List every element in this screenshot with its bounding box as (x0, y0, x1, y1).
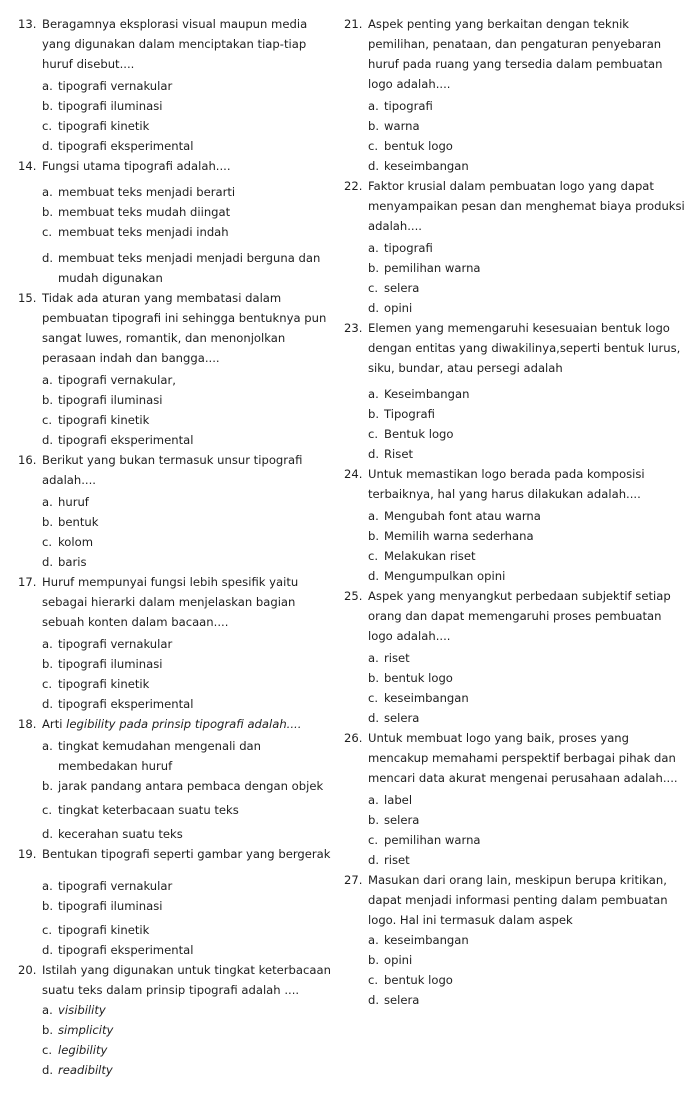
option-letter: b. (368, 813, 380, 827)
question-23 (344, 318, 689, 464)
option-text: tipografi vernakular, (58, 373, 176, 387)
question-stem: Beragamnya eksplorasi visual maupun media yang digunakan dalam menciptakan tiap-tiap huruf disebut.... (42, 17, 308, 71)
question-number: 13. (18, 17, 37, 31)
question-17 (18, 572, 333, 714)
option-letter: d. (368, 447, 380, 461)
option-letter: c. (368, 973, 379, 987)
option-letter: a. (42, 739, 53, 753)
answer-option (368, 238, 689, 258)
question-stem: Bentukan tipografi seperti gambar yang bergerak (42, 847, 331, 861)
option-text: Memilih warna sederhana (384, 529, 534, 543)
option-text: tipografi eksperimental (58, 433, 194, 447)
answer-option (368, 648, 689, 668)
answer-option (42, 920, 333, 940)
question-number: 21. (344, 17, 363, 31)
question-stem: Aspek penting yang berkaitan dengan teknik pemilihan, penataan, dan pengaturan penyebaran huruf pada ruang yang tersedia dalam pembuatan logo adalah.... (368, 17, 663, 91)
answer-option (368, 546, 689, 566)
answer-option (368, 526, 689, 546)
option-letter: c. (368, 549, 379, 563)
option-list (344, 930, 689, 1010)
option-text: membuat teks mudah diingat (58, 205, 231, 219)
option-text: tipografi (384, 99, 433, 113)
option-text: Tipografi (384, 407, 435, 421)
option-letter: b. (42, 205, 54, 219)
option-letter: d. (42, 555, 54, 569)
option-letter: a. (368, 933, 379, 947)
option-text: pemilihan warna (384, 833, 481, 847)
option-letter: c. (42, 803, 53, 817)
answer-option (368, 156, 689, 176)
answer-option (42, 512, 333, 532)
option-text: tipografi kinetik (58, 119, 150, 133)
option-text: tipografi kinetik (58, 677, 150, 691)
question-15 (18, 288, 333, 450)
answer-option (42, 430, 333, 450)
answer-option (42, 876, 333, 896)
question-stem (18, 714, 333, 734)
answer-option (368, 404, 689, 424)
answer-option (42, 1040, 333, 1060)
option-text: tipografi eksperimental (58, 697, 194, 711)
answer-option (42, 1060, 333, 1080)
option-text: simplicity (58, 1023, 114, 1037)
question-stem-prefix: Arti (42, 717, 67, 731)
question-number: 22. (344, 179, 363, 193)
option-letter: b. (42, 657, 54, 671)
option-letter: b. (368, 119, 380, 133)
question-stem: Huruf mempunyai fungsi lebih spesifik yaitu sebagai hierarki dalam menjelaskan bagian sebuah konten dalam bacaan.... (42, 575, 299, 629)
option-letter: c. (42, 413, 53, 427)
answer-option (42, 116, 333, 136)
option-text: bentuk logo (384, 973, 453, 987)
option-letter: a. (368, 509, 379, 523)
question-stem: Untuk membuat logo yang baik, proses yang mencakup memahami perspektif berbagai pihak dan mencari data akurat mengenai perusahaan adalah.... (368, 731, 678, 785)
option-letter: a. (42, 79, 53, 93)
answer-option (368, 384, 689, 404)
option-text: tipografi iluminasi (58, 393, 163, 407)
option-letter: c. (42, 923, 53, 937)
answer-option (42, 736, 333, 776)
answer-option (368, 298, 689, 318)
answer-option (368, 950, 689, 970)
option-text: kolom (58, 535, 94, 549)
option-list (344, 384, 689, 464)
option-text: riset (384, 651, 410, 665)
option-text: Riset (384, 447, 413, 461)
option-letter: d. (42, 1063, 54, 1077)
option-text: tipografi iluminasi (58, 99, 163, 113)
answer-option (368, 810, 689, 830)
question-number: 20. (18, 963, 37, 977)
option-text: keseimbangan (384, 691, 469, 705)
question-number: 27. (344, 873, 363, 887)
question-number: 26. (344, 731, 363, 745)
right-column (344, 14, 689, 1010)
option-list (18, 736, 333, 844)
question-stem: Tidak ada aturan yang membatasi dalam pembuatan tipografi ini sehingga bentuknya pun sangat luwes, romantik, dan menonjolkan perasaan indah dan bangga.... (42, 291, 327, 365)
option-list (344, 648, 689, 728)
question-number: 25. (344, 589, 363, 603)
option-text: membuat teks menjadi indah (58, 225, 229, 239)
answer-option (42, 136, 333, 156)
option-letter: b. (42, 779, 54, 793)
answer-option (368, 970, 689, 990)
option-text: tipografi vernakular (58, 637, 173, 651)
question-number: 14. (18, 159, 37, 173)
question-stem: Berikut yang bukan termasuk unsur tipografi adalah.... (42, 453, 303, 487)
option-text: riset (384, 853, 410, 867)
answer-option (368, 990, 689, 1010)
answer-option (42, 222, 333, 242)
option-letter: d. (42, 433, 54, 447)
question-25 (344, 586, 689, 728)
option-letter: a. (368, 387, 379, 401)
option-letter: a. (42, 185, 53, 199)
option-letter: d. (42, 943, 54, 957)
answer-option (42, 182, 333, 202)
answer-option (42, 96, 333, 116)
option-text: baris (58, 555, 87, 569)
answer-option (42, 654, 333, 674)
option-list (18, 76, 333, 156)
answer-option (42, 1000, 333, 1020)
option-text: tipografi vernakular (58, 879, 173, 893)
question-stem: Istilah yang digunakan untuk tingkat keterbacaan suatu teks dalam prinsip tipografi adalah .... (42, 963, 331, 997)
answer-option (42, 674, 333, 694)
option-text: bentuk (58, 515, 99, 529)
option-text: pemilihan warna (384, 261, 481, 275)
answer-option (368, 566, 689, 586)
question-19 (18, 844, 333, 960)
option-letter: a. (368, 241, 379, 255)
question-number: 23. (344, 321, 363, 335)
question-number: 19. (18, 847, 37, 861)
option-text: bentuk logo (384, 671, 453, 685)
option-letter: c. (368, 281, 379, 295)
option-list (344, 506, 689, 586)
question-14 (18, 156, 333, 288)
option-text: selera (384, 711, 420, 725)
option-text: jarak pandang antara pembaca dengan objek (58, 779, 324, 793)
answer-option (368, 850, 689, 870)
option-letter: b. (42, 99, 54, 113)
question-20 (18, 960, 333, 1080)
option-text: keseimbangan (384, 159, 469, 173)
option-letter: b. (42, 393, 54, 407)
option-list (18, 876, 333, 960)
option-text: legibility (58, 1043, 108, 1057)
option-letter: c. (368, 139, 379, 153)
option-letter: b. (368, 671, 380, 685)
question-18 (18, 714, 333, 844)
option-letter: b. (368, 407, 380, 421)
answer-option (42, 532, 333, 552)
option-letter: d. (368, 159, 380, 173)
answer-option (368, 688, 689, 708)
option-list (18, 492, 333, 572)
answer-option (368, 278, 689, 298)
answer-option (42, 390, 333, 410)
option-letter: d. (42, 697, 54, 711)
option-text: tipografi eksperimental (58, 139, 194, 153)
answer-option (368, 830, 689, 850)
answer-option (42, 694, 333, 714)
question-21 (344, 14, 689, 176)
option-letter: b. (368, 261, 380, 275)
answer-option (368, 424, 689, 444)
answer-option (42, 370, 333, 390)
option-text: warna (384, 119, 420, 133)
question-stem: Faktor krusial dalam pembuatan logo yang dapat menyampaikan pesan dan menghemat biaya produksi adalah.... (368, 179, 685, 233)
option-letter: a. (368, 793, 379, 807)
option-letter: a. (42, 879, 53, 893)
answer-option (368, 668, 689, 688)
option-text: tingkat keterbacaan suatu teks (58, 803, 239, 817)
option-text: Mengubah font atau warna (384, 509, 541, 523)
answer-option (42, 896, 333, 916)
option-text: tipografi iluminasi (58, 899, 163, 913)
option-text: tipografi iluminasi (58, 657, 163, 671)
question-stem: Fungsi utama tipografi adalah.... (42, 159, 231, 173)
option-text: membuat teks menjadi menjadi berguna dan mudah digunakan (58, 251, 321, 285)
option-text: selera (384, 993, 420, 1007)
left-column (18, 14, 333, 1080)
answer-option (42, 634, 333, 654)
answer-option (368, 116, 689, 136)
question-stem: Masukan dari orang lain, meskipun berupa kritikan, dapat menjadi informasi penting dalam pembuatan logo. Hal ini termasuk dalam aspek (368, 873, 668, 927)
option-text: tipografi kinetik (58, 413, 150, 427)
option-text: tipografi vernakular (58, 79, 173, 93)
option-list (344, 790, 689, 870)
option-letter: d. (368, 853, 380, 867)
question-number: 18. (18, 717, 37, 731)
option-letter: a. (368, 651, 379, 665)
option-letter: b. (368, 529, 380, 543)
question-number: 16. (18, 453, 37, 467)
option-letter: b. (42, 899, 54, 913)
question-27 (344, 870, 689, 1010)
question-number: 24. (344, 467, 363, 481)
option-letter: b. (42, 515, 54, 529)
option-letter: b. (368, 953, 380, 967)
answer-option (368, 708, 689, 728)
option-text: Keseimbangan (384, 387, 470, 401)
answer-option (42, 248, 333, 288)
option-letter: d. (42, 827, 54, 841)
answer-option (42, 76, 333, 96)
option-list (18, 1000, 333, 1080)
option-list (18, 634, 333, 714)
option-list (344, 96, 689, 176)
answer-option (368, 136, 689, 156)
answer-option (368, 444, 689, 464)
option-letter: d. (368, 711, 380, 725)
option-letter: c. (368, 691, 379, 705)
option-letter: a. (368, 99, 379, 113)
option-letter: d. (368, 569, 380, 583)
option-letter: a. (42, 637, 53, 651)
question-stem: Aspek yang menyangkut perbedaan subjektif setiap orang dan dapat memengaruhi proses pembuatan logo adalah.... (368, 589, 671, 643)
answer-option (42, 1020, 333, 1040)
option-text: kecerahan suatu teks (58, 827, 183, 841)
option-text: tipografi eksperimental (58, 943, 194, 957)
option-letter: d. (42, 251, 54, 265)
option-text: visibility (58, 1003, 106, 1017)
option-text: bentuk logo (384, 139, 453, 153)
option-letter: a. (42, 1003, 53, 1017)
answer-option (368, 790, 689, 810)
question-13 (18, 14, 333, 156)
answer-option (42, 552, 333, 572)
question-stem: Elemen yang memengaruhi kesesuaian bentuk logo dengan entitas yang diwakilinya,seperti bentuk lurus, siku, bundar, atau persegi adalah (368, 321, 681, 375)
option-letter: d. (368, 993, 380, 1007)
option-text: Bentuk logo (384, 427, 454, 441)
option-text: label (384, 793, 413, 807)
option-text: huruf (58, 495, 89, 509)
question-stem-italic: legibility pada prinsip tipografi adalah.... (66, 717, 302, 731)
option-letter: c. (42, 677, 53, 691)
option-text: Melakukan riset (384, 549, 476, 563)
option-text: opini (384, 301, 413, 315)
option-letter: c. (42, 1043, 53, 1057)
answer-option (368, 258, 689, 278)
answer-option (42, 824, 333, 844)
option-text: tipografi kinetik (58, 923, 150, 937)
option-text: Mengumpulkan opini (384, 569, 506, 583)
option-letter: d. (368, 301, 380, 315)
option-list (18, 370, 333, 450)
option-letter: c. (368, 427, 379, 441)
answer-option (368, 930, 689, 950)
option-list (18, 182, 333, 288)
answer-option (42, 800, 333, 820)
question-22 (344, 176, 689, 318)
option-letter: b. (42, 1023, 54, 1037)
option-text: keseimbangan (384, 933, 469, 947)
option-letter: d. (42, 139, 54, 153)
answer-option (42, 202, 333, 222)
option-text: readibilty (58, 1063, 113, 1077)
question-16 (18, 450, 333, 572)
answer-option (42, 492, 333, 512)
option-text: tingkat kemudahan mengenali dan membedakan huruf (58, 739, 262, 773)
option-letter: a. (42, 495, 53, 509)
answer-option (368, 506, 689, 526)
option-text: selera (384, 281, 420, 295)
answer-option (42, 410, 333, 430)
option-text: tipografi (384, 241, 433, 255)
option-letter: c. (42, 535, 53, 549)
option-letter: c. (42, 119, 53, 133)
question-24 (344, 464, 689, 586)
question-26 (344, 728, 689, 870)
option-text: opini (384, 953, 413, 967)
option-letter: c. (42, 225, 53, 239)
answer-option (42, 940, 333, 960)
option-list (344, 238, 689, 318)
answer-option (42, 776, 333, 796)
answer-option (368, 96, 689, 116)
option-text: membuat teks menjadi berarti (58, 185, 236, 199)
option-letter: c. (368, 833, 379, 847)
option-text: selera (384, 813, 420, 827)
option-letter: a. (42, 373, 53, 387)
question-stem: Untuk memastikan logo berada pada komposisi terbaiknya, hal yang harus dilakukan adalah.... (368, 467, 645, 501)
question-number: 17. (18, 575, 37, 589)
question-number: 15. (18, 291, 37, 305)
